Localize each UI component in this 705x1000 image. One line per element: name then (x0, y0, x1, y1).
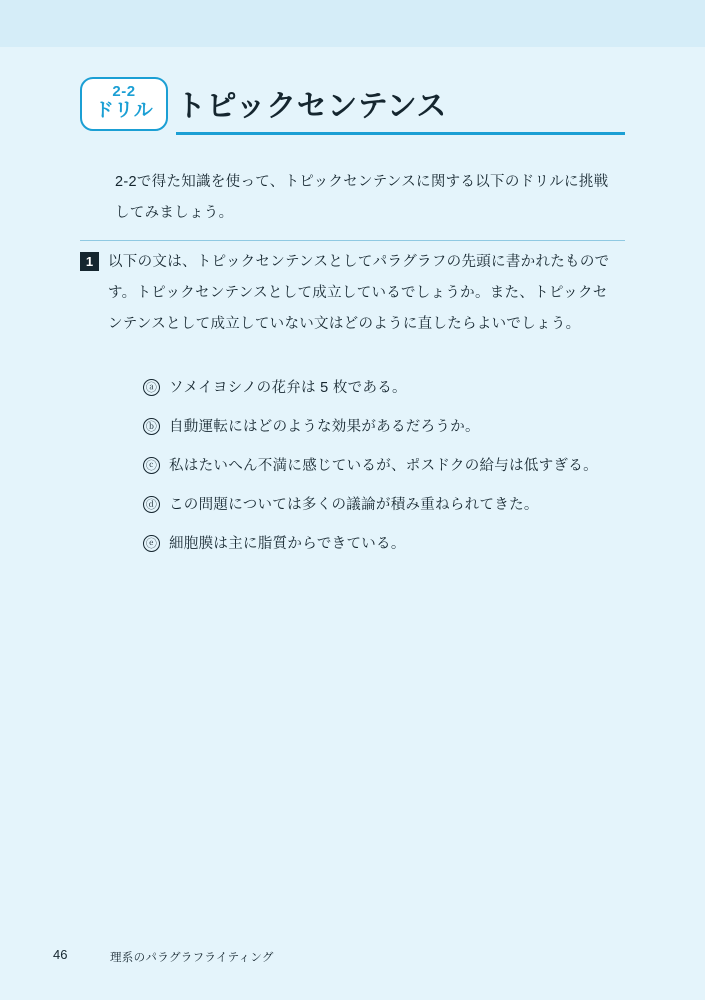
list-item-marker: ⓑ (143, 418, 160, 435)
intro-paragraph: 2-2で得た知識を使って、トピックセンテンスに関する以下のドリルに挑戦してみましょう。 (115, 174, 609, 221)
list-item-label: 細胞膜は主に脂質からできている。 (169, 536, 406, 552)
page-content (0, 47, 705, 1000)
list-item-marker: ⓐ (143, 379, 160, 396)
list-item (143, 377, 623, 399)
page-title: トピックセンテンス (176, 90, 447, 123)
header-underline (176, 132, 625, 135)
drill-badge (80, 77, 168, 131)
list-item-label: この問題については多くの議論が積み重ねられてきた。 (169, 497, 539, 513)
list-item (143, 455, 623, 477)
question-text: 以下の文は、トピックセンテンスとしてパラグラフの先頭に書かれたものです。トピックセンテンスとして成立しているでしょうか。また、トピックセンテンスとして成立していない文はどのように直したらよいでしょう。 (108, 254, 610, 332)
list-item-marker: ⓓ (143, 496, 160, 513)
list-item (143, 416, 623, 438)
question-number-badge: 1 (80, 252, 99, 271)
question-item-list (143, 377, 623, 572)
drill-badge-label: ドリル (94, 100, 154, 121)
list-item-marker: ⓔ (143, 535, 160, 552)
page-footer (0, 947, 705, 965)
list-item (143, 494, 623, 516)
page-header (80, 73, 625, 139)
section-divider (80, 240, 625, 241)
footer-book-title: 理系のパラグラフライティング (110, 952, 274, 964)
page-top-band (0, 0, 705, 47)
list-item-label: ソメイヨシノの花弁は 5 枚である。 (169, 380, 407, 396)
list-item-label: 自動運転にはどのような効果があるだろうか。 (169, 419, 480, 435)
list-item-label: 私はたいへん不満に感じているが、ポスドクの給与は低すぎる。 (169, 458, 598, 474)
drill-badge-number: 2-2 (112, 83, 136, 100)
list-item-marker: ⓒ (143, 457, 160, 474)
page-number: 46 (53, 947, 68, 962)
list-item (143, 533, 623, 555)
